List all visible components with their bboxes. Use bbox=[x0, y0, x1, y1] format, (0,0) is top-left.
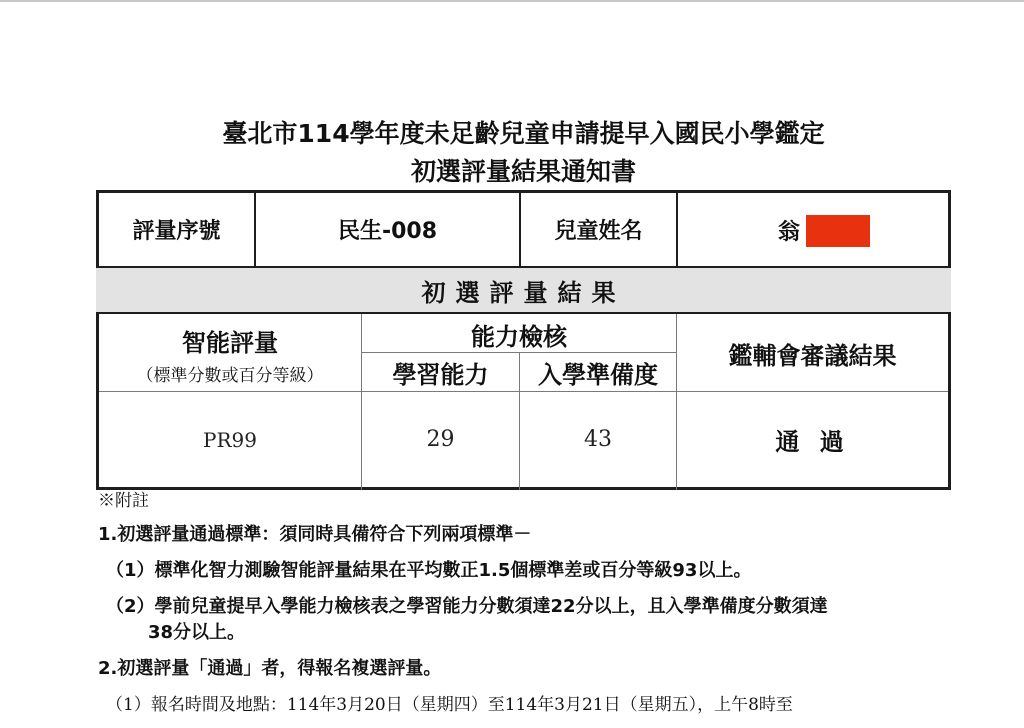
result-value: 通 過 bbox=[775, 428, 850, 456]
note-1: 1.初選評量通過標準：須同時具備符合下列兩項標準－ bbox=[98, 524, 532, 545]
document-title: 臺北市114學年度未足齡兒童申請提早入國民小學鑑定 bbox=[222, 119, 825, 148]
iq-value: PR99 bbox=[203, 427, 257, 452]
serial-label: 評量序號 bbox=[132, 219, 221, 244]
note-2: 2.初選評量「通過」者，得報名複選評量。 bbox=[98, 658, 442, 679]
learning-value: 29 bbox=[426, 427, 455, 452]
top-border bbox=[0, 0, 1024, 2]
header-divider-3 bbox=[676, 190, 678, 266]
readiness-header: 入學準備度 bbox=[538, 360, 658, 389]
readiness-value: 43 bbox=[584, 427, 612, 452]
notes-heading: ※附註 bbox=[98, 491, 149, 511]
child-name-label: 兒童姓名 bbox=[554, 219, 643, 244]
note-2-1: （1）報名時間及地點：114年3月20日（星期四）至114年3月21日（星期五），上午8時至 bbox=[106, 695, 793, 715]
name-redaction bbox=[806, 215, 870, 247]
iq-header: 智能評量 bbox=[182, 328, 278, 357]
serial-value: 民生-008 bbox=[337, 219, 438, 244]
ability-header: 能力檢核 bbox=[471, 322, 567, 351]
result-header: 鑑輔會審議結果 bbox=[728, 342, 897, 370]
note-1-2: （2）學前兒童提早入學能力檢核表之學習能力分數須達22分以上，且入學準備度分數須達 bbox=[106, 596, 828, 617]
iq-subheader: （標準分數或百分等級） bbox=[136, 365, 324, 386]
learning-header: 學習能力 bbox=[392, 360, 489, 389]
note-1-1: （1）標準化智力測驗智能評量結果在平均數正1.5個標準差或百分等級93以上。 bbox=[106, 560, 752, 581]
section-title: 初選評量結果 bbox=[96, 266, 951, 314]
note-1-2-cont: 38分以上。 bbox=[148, 622, 246, 643]
child-name-value: 翁 bbox=[778, 219, 801, 245]
document-subtitle: 初選評量結果通知書 bbox=[410, 157, 636, 186]
